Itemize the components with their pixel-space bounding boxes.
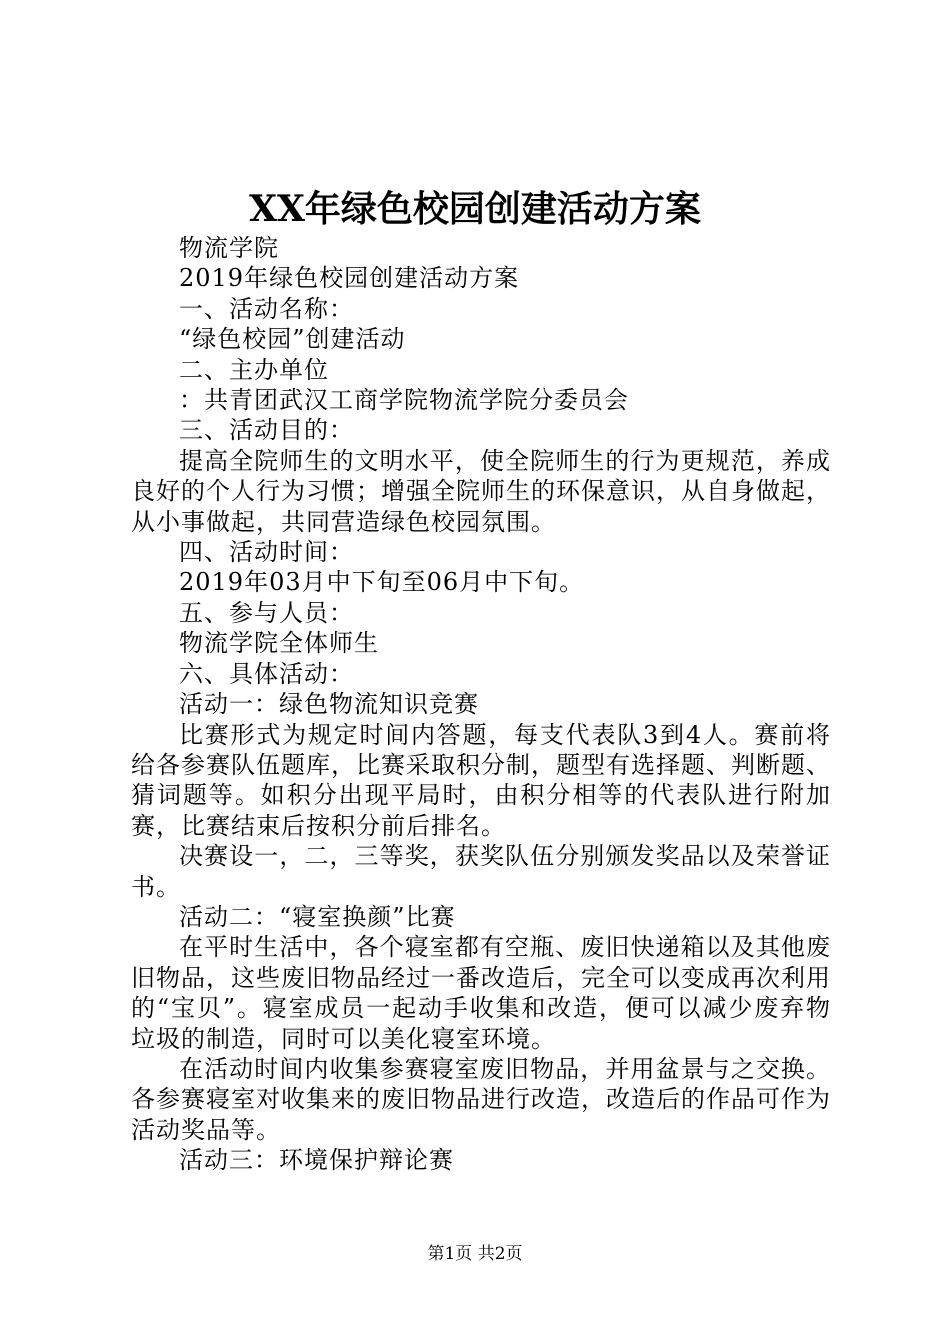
paragraph: 比赛形式为规定时间内答题，每支代表队3到4人。赛前将给各参赛队伍题库，比赛采取积分制，题型有选择题、判断题、猜词题等。如积分出现平局时，由积分相等的代表队进行附加赛，比赛结束后按积分前后排名。 [131,720,831,840]
activity-heading: 活动三：环境保护辩论赛 [179,1146,454,1175]
activity-heading: 活动一：绿色物流知识竞赛 [179,690,479,719]
activity-heading: 活动二：“寝室换颜”比赛 [179,902,456,931]
section-heading: 三、活动目的： [179,416,354,445]
section-heading: 一、活动名称： [179,294,354,323]
section-heading: 四、活动时间： [179,538,354,567]
paragraph: ：共青团武汉工商学院物流学院分委员会 [179,386,629,415]
section-heading: 五、参与人员： [179,598,354,627]
document-title: XX年绿色校园创建活动方案 [249,188,701,230]
paragraph: 2019年绿色校园创建活动方案 [179,264,520,293]
page-footer: 第1页 共2页 [427,1244,523,1264]
paragraph: 决赛设一，二，三等奖，获奖队伍分别颁发奖品以及荣誉证书。 [131,842,831,901]
paragraph: 在活动时间内收集参赛寝室废旧物品，并用盆景与之交换。各参赛寝室对收集来的废旧物品进行改造，改造后的作品可作为活动奖品等。 [131,1054,831,1144]
document-body [131,233,831,1176]
section-heading: 二、主办单位 [179,355,329,384]
paragraph: 物流学院 [179,234,279,262]
paragraph: 提高全院师生的文明水平，使全院师生的行为更规范，养成良好的个人行为习惯；增强全院师生的环保意识，从自身做起，从小事做起，共同营造绿色校园氛围。 [131,446,831,536]
paragraph: 物流学院全体师生 [179,629,379,658]
paragraph: 2019年03月中下旬至06月中下旬。 [179,568,585,597]
section-heading: 六、具体活动： [179,659,354,688]
paragraph: 在平时生活中，各个寝室都有空瓶、废旧快递箱以及其他废旧物品，这些废旧物品经过一番改造后，完全可以变成再次利用的“宝贝”。寝室成员一起动手收集和改造，便可以减少废弃物垃圾的制造，同时可以美化寝室环境。 [131,933,831,1053]
paragraph: “绿色校园”创建活动 [179,325,406,354]
